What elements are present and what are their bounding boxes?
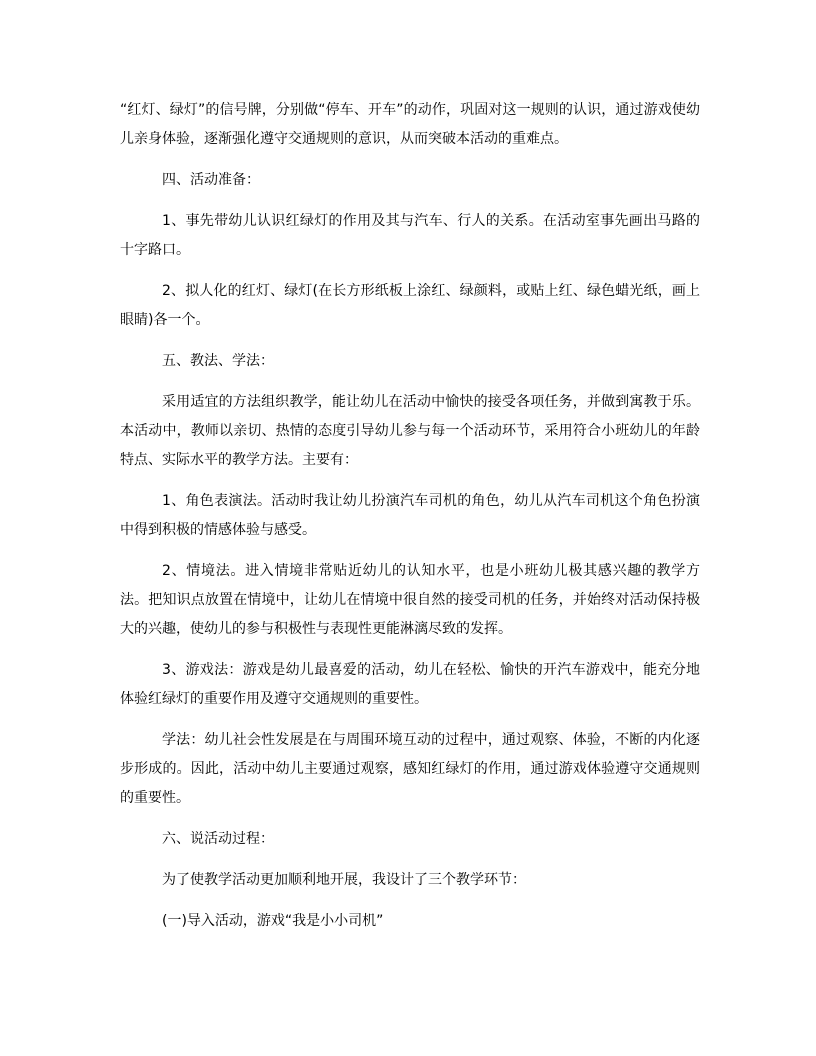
heading-activity-process: 六、说活动过程： (162, 831, 274, 847)
heading-activity-preparation: 四、活动准备： (162, 172, 260, 188)
paragraph-process-intro: 为了使教学活动更加顺利地开展，我设计了三个教学环节： (162, 872, 526, 888)
paragraph-preparation-2: 2、拟人化的红灯、绿灯(在长方形纸板上涂红、绿颜料，或贴上红、绿色蜡光纸，画上眼睛)各一个。 (120, 283, 700, 328)
paragraph-rule-consolidation: “红灯、绿灯”的信号牌，分别做“停车、开车”的动作，巩固对这一规则的认识，通过游戏使幼儿亲身体验，逐渐强化遵守交通规则的意识，从而突破本活动的重难点。 (120, 102, 700, 147)
paragraph-method-role-play: 1、角色表演法。活动时我让幼儿扮演汽车司机的角色，幼儿从汽车司机这个角色扮演中得到积极的情感体验与感受。 (120, 493, 700, 538)
heading-teaching-methods: 五、教法、学法： (162, 353, 274, 369)
paragraph-methods-intro: 采用适宜的方法组织教学，能让幼儿在活动中愉快的接受各项任务，并做到寓教于乐。本活动中，教师以亲切、热情的态度引导幼儿参与每一个活动环节，采用符合小班幼儿的年龄特点、实际水平的教学方法。主要有： (120, 394, 700, 468)
document-body (120, 96, 700, 948)
paragraph-process-step-1: (一)导入活动，游戏“我是小小司机” (162, 913, 384, 929)
paragraph-method-situation: 2、情境法。进入情境非常贴近幼儿的认知水平，也是小班幼儿极其感兴趣的教学方法。把知识点放置在情境中，让幼儿在情境中很自然的接受司机的任务，并始终对活动保持极大的兴趣，使幼儿的参与积极性与表现性更能淋漓尽致的发挥。 (120, 563, 700, 637)
paragraph-preparation-1: 1、事先带幼儿认识红绿灯的作用及其与汽车、行人的关系。在活动室事先画出马路的十字路口。 (120, 213, 700, 258)
paragraph-method-game: 3、游戏法：游戏是幼儿最喜爱的活动，幼儿在轻松、愉快的开汽车游戏中，能充分地体验红绿灯的重要作用及遵守交通规则的重要性。 (120, 662, 700, 707)
paragraph-learning-method: 学法：幼儿社会性发展是在与周围环境互动的过程中，通过观察、体验，不断的内化逐步形成的。因此，活动中幼儿主要通过观察，感知红绿灯的作用，通过游戏体验遵守交通规则的重要性。 (120, 732, 700, 806)
